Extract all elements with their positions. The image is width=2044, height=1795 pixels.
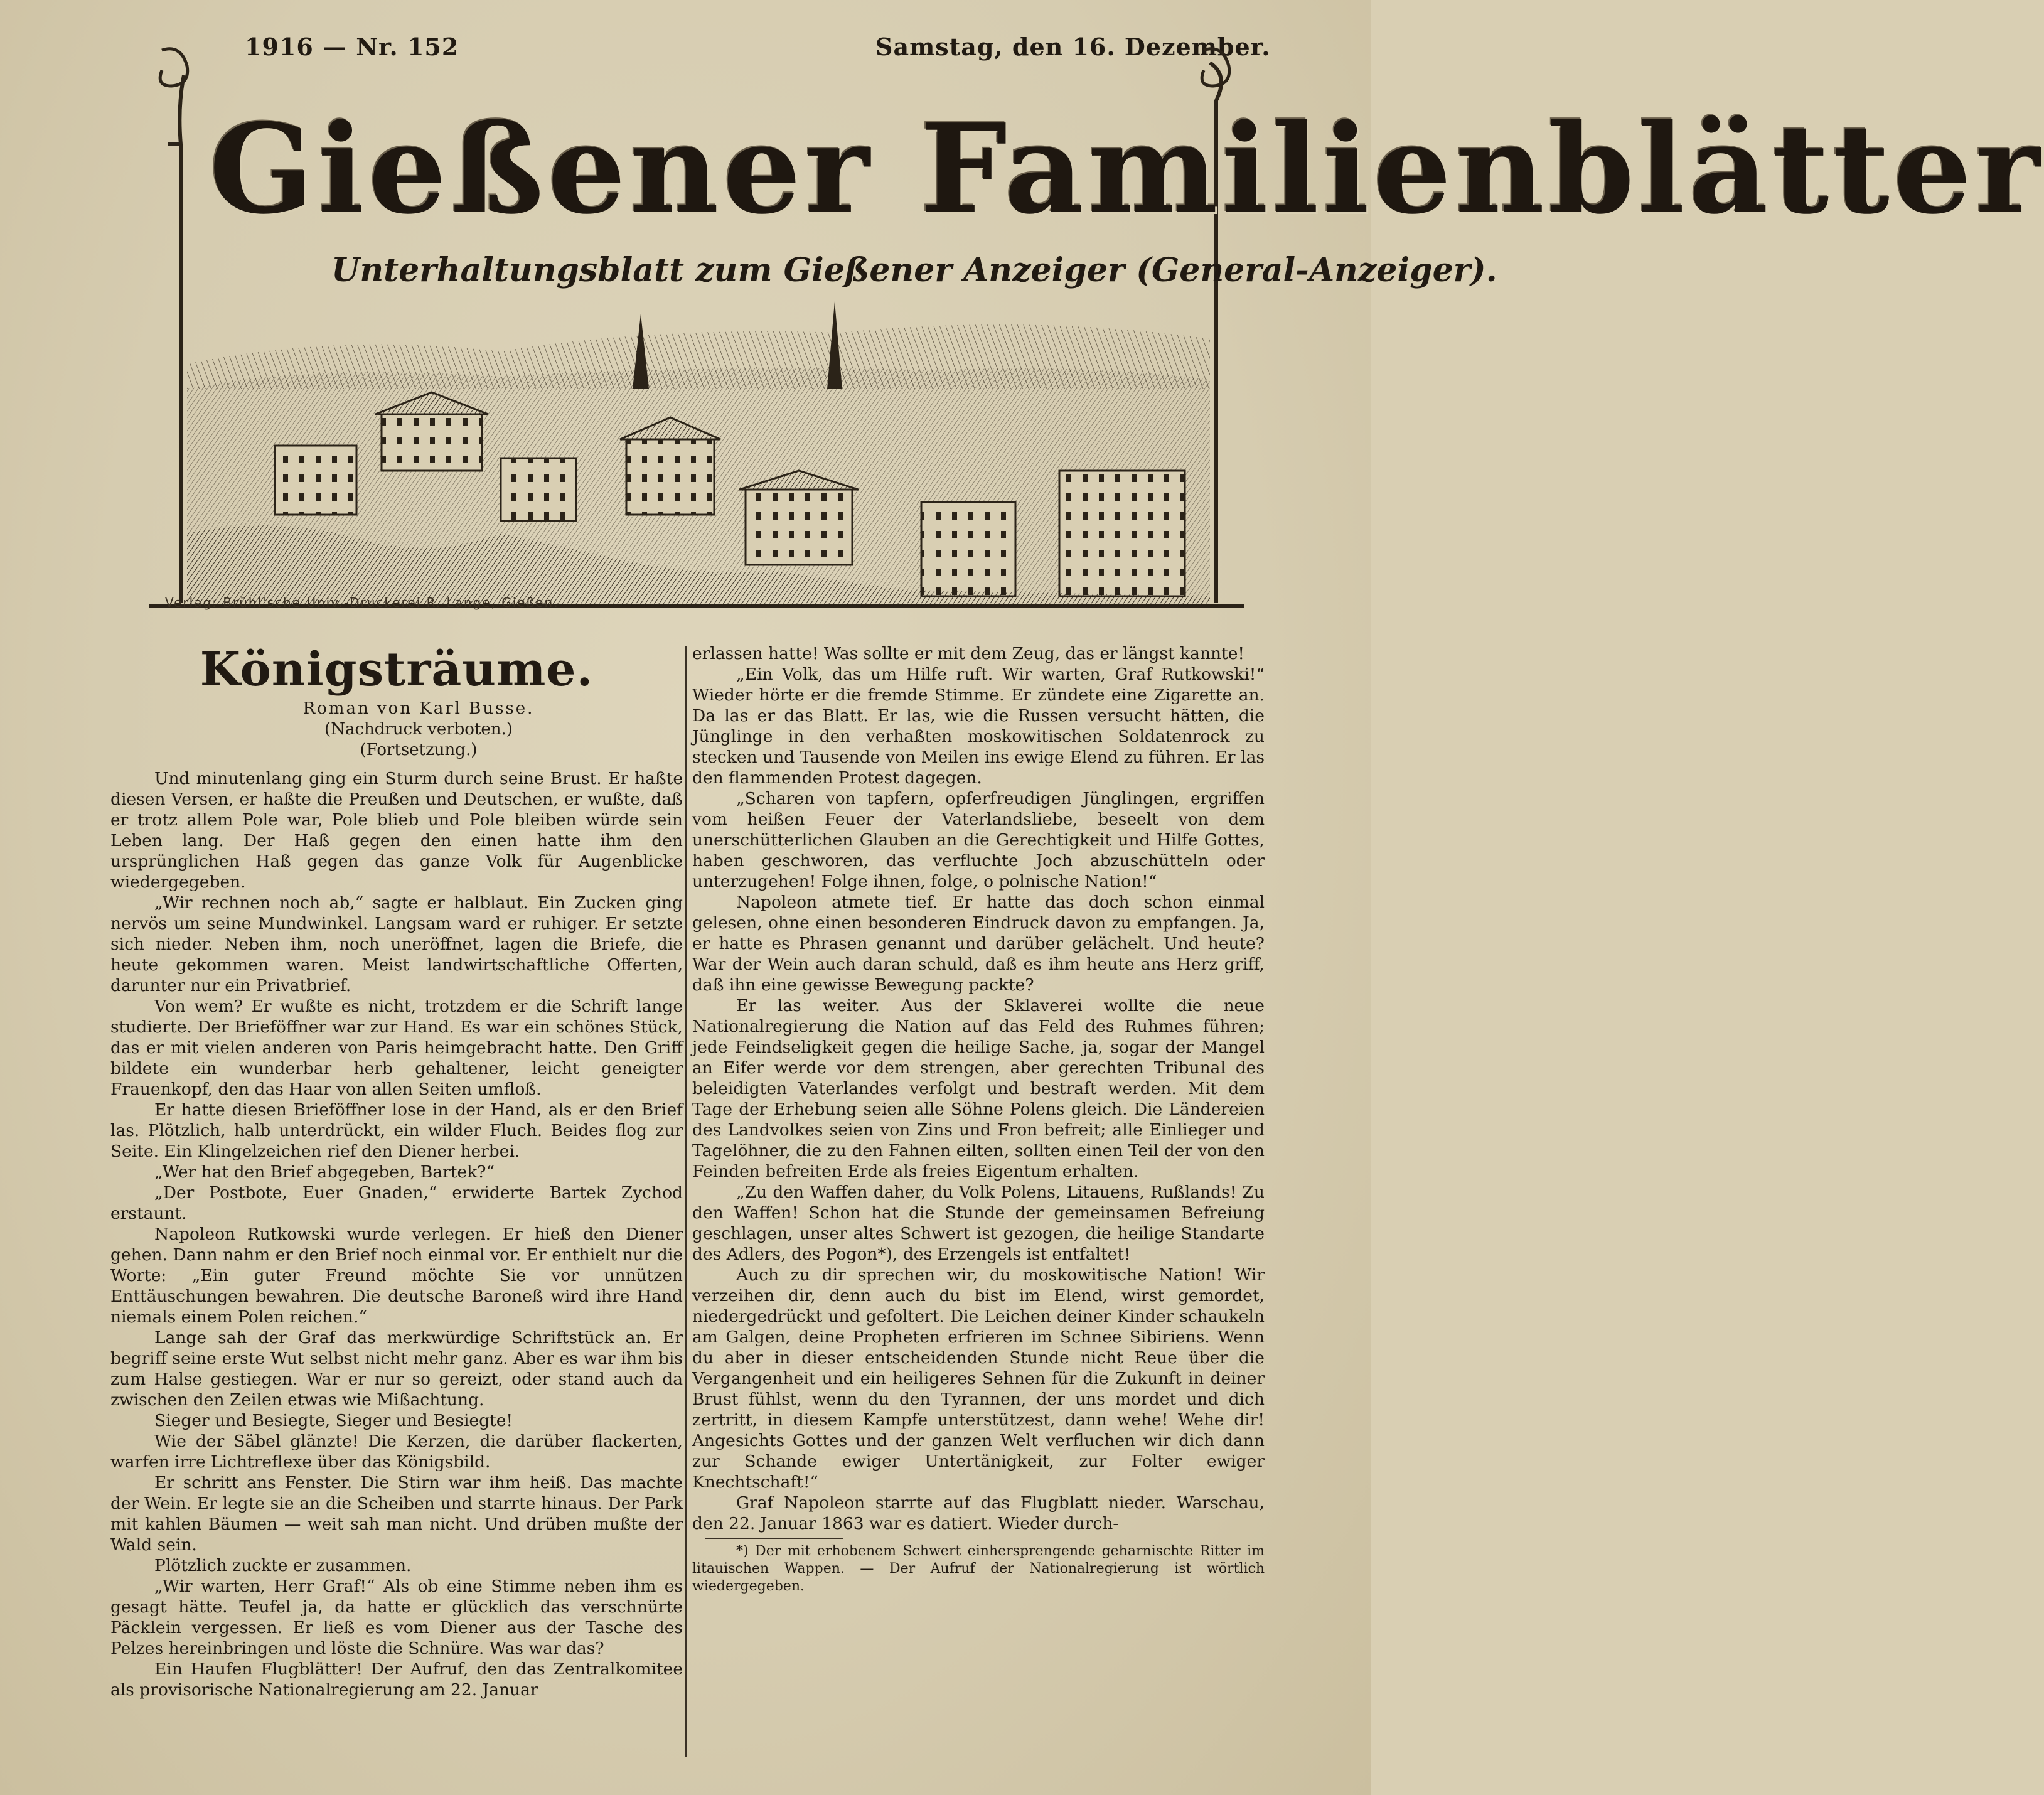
- footnote: [692, 1543, 1265, 1595]
- paragraph: Von wem? Er wußte es nicht, trotzdem er die Schrift lange studierte. Der Brieföffner war zur Hand. Es war ein schönes Stück, das er mit vielen anderen von Paris heimgebracht hatte. Den Griff bildete ein wunderbar herb gehaltener, leicht geneigter Frauenkopf, den das Haar von allen Seiten umfloß.: [110, 997, 683, 1099]
- paragraph: „Wir rechnen noch ab,“ sagte er halblaut. Ein Zucken ging nervös um seine Mundwinkel. Langsam ward er ruhiger. Er setzte sich nieder. Neben ihm, noch uneröffnet, lagen die Briefe, die heute gekommen waren. Meist landwirtschaftliche Offerten, darunter nur ein Privatbrief.: [110, 893, 683, 995]
- right-column: [692, 643, 1265, 1595]
- reprint-notice: (Nachdruck verboten.): [324, 720, 513, 739]
- left-column: [110, 643, 683, 1700]
- continuation-note: (Fortsetzung.): [360, 741, 478, 759]
- paragraph: „Zu den Waffen daher, du Volk Polens, Litauens, Rußlands! Zu den Waffen! Schon hat die Stunde der gemeinsamen Befreiung geschlagen, unser altes Schwert ist gezogen, die heilige Standarte des Adlers, des Pogon*), des Erzengels ist entfaltet!: [692, 1182, 1265, 1264]
- paragraph: Napoleon atmete tief. Er hatte das doch schon einmal gelesen, ohne einen besonderen Eindruck davon zu empfangen. Ja, er hatte es Phrasen genannt und darüber gelächelt. Und heute? War der Wein auch daran schuld, daß es ihm heute ans Herz griff, daß ihn eine gewisse Bewegung packte?: [692, 892, 1265, 995]
- paragraph: Plötzlich zuckte er zusammen.: [154, 1556, 412, 1575]
- paragraph: „Der Postbote, Euer Gnaden,“ erwiderte Bartek Zychod erstaunt.: [110, 1183, 683, 1223]
- footnote-rule: [705, 1538, 843, 1539]
- issue-number: 1916 — Nr. 152: [245, 33, 459, 61]
- paragraph: Wie der Säbel glänzte! Die Kerzen, die darüber flackerten, warfen irre Lichtreflexe über das Königsbild.: [110, 1432, 683, 1472]
- masthead-title: Gießener Familienblätter: [209, 97, 2044, 242]
- paragraph: erlassen hatte! Was sollte er mit dem Zeug, das er längst kannte!: [692, 644, 1245, 663]
- paragraph: Auch zu dir sprechen wir, du moskowitische Nation! Wir verzeihen dir, denn auch du bist im Elend, wirst gemordet, niedergedrückt und gefoltert. Die Leichen deiner Kinder schaukeln am Galgen, deine Propheten erfrieren im Schnee Sibiriens. Wenn du aber in dieser entscheidenden Stunde nicht Reue über die Vergangenheit und ein heiligeres Sehnen für die Zukunft in deiner Brust fühlst, wenn du den Tyrannen, der uns mordet und dich zertritt, in diesem Kampfe unterstützest, dann wehe! Wehe dir! Angesichts Gottes und der ganzen Welt verfluchen wir dich dann zur Schande ewiger Untertänigkeit, zur Folter ewiger Knechtschaft!“: [692, 1265, 1265, 1492]
- footnote-text: *) Der mit erhobenem Schwert einhersprengende geharnischte Ritter im litauischen Wappen. — Der Aufruf der Nationalregierung ist wörtlich wiedergegeben.: [692, 1543, 1265, 1594]
- masthead-subtitle: Unterhaltungsblatt zum Gießener Anzeiger (General-Anzeiger).: [331, 251, 1497, 289]
- masthead: [149, 38, 2044, 621]
- paragraph: Er schritt ans Fenster. Die Stirn war ihm heiß. Das machte der Wein. Er legte sie an die Scheiben und starrte hinaus. Der Park mit kahlen Bäumen — weit sah man nicht. Und drüben mußte der Wald sein.: [110, 1473, 683, 1555]
- story-title: Königsträume.: [200, 643, 594, 697]
- paragraph: Ein Haufen Flugblätter! Der Aufruf, den das Zentralkomitee als provisorische Nationalregierung am 22. Januar: [110, 1659, 683, 1700]
- column-rule: [685, 646, 687, 1757]
- paragraph: Sieger und Besiegte, Sieger und Besiegte!: [154, 1411, 513, 1430]
- paragraph: Er las weiter. Aus der Sklaverei wollte die neue Nationalregierung die Nation auf das Feld des Ruhmes führen; jede Feindseligkeit gegen die heilige Sache, ja, sogar der Mangel an Eifer werde vor dem strengen, aber gerechten Tribunal des beleidigten Vaterlandes verfolgt und bestraft werden. Mit dem Tage der Erhebung seien alle Söhne Polens gleich. Die Ländereien des Landvolkes seien von Zins und Fron befreit; alle Einlieger und Tagelöhner, die zu den Fahnen eilten, sollten einen Teil der von den Feinden befreiten Erde als freies Eigentum erhalten.: [692, 996, 1265, 1181]
- issue-date: Samstag, den 16. Dezember.: [875, 33, 1271, 61]
- paragraph: Und minutenlang ging ein Sturm durch seine Brust. Er haßte diesen Versen, er haßte die Preußen und Deutschen, er wußte, daß er trotz allem Pole war, Pole blieb und Pole bleiben würde sein Leben lang. Der Haß gegen den einen hatte ihm den ursprünglichen Haß gegen das ganze Volk für Augenblicke wiedergegeben.: [110, 769, 683, 892]
- paragraph: „Ein Volk, das um Hilfe ruft. Wir warten, Graf Rutkowski!“ Wieder hörte er die fremde Stimme. Er zündete eine Zigarette an. Da las er das Blatt. Er las, wie die Russen versucht hätten, die Jünglinge in den verhaßten moskowitischen Soldatenrock zu stecken und Tausende von Meilen ins ewige Elend zu führen. Er las den flammenden Protest dagegen.: [692, 665, 1265, 788]
- paragraph: Lange sah der Graf das merkwürdige Schriftstück an. Er begriff seine erste Wut selbst nicht mehr ganz. Aber es war ihm bis zum Halse gestiegen. War er nur so gereizt, oder stand auch da zwischen den Zeilen etwas wie Mißachtung.: [110, 1328, 683, 1410]
- paragraph: „Wir warten, Herr Graf!“ Als ob eine Stimme neben ihm es gesagt hätte. Teufel ja, da hatte er glücklich das verschnürte Päcklein vergessen. Er ließ es vom Diener aus der Tasche des Pelzes hereinbringen und löste die Schnüre. Was war das?: [110, 1577, 683, 1658]
- paragraph: „Wer hat den Brief abgegeben, Bartek?“: [154, 1162, 495, 1182]
- paragraph: Napoleon Rutkowski wurde verlegen. Er hieß den Diener gehen. Dann nahm er den Brief noch einmal vor. Er enthielt nur die Worte: „Ein guter Freund möchte Sie vor unnützen Enttäuschungen bewahren. Die deutsche Baroneß wird ihre Hand niemals einem Polen reichen.“: [110, 1224, 683, 1327]
- paragraph: Er hatte diesen Brieföffner lose in der Hand, als er den Brief las. Plötzlich, halb unterdrückt, ein wilder Fluch. Beides flog zur Seite. Ein Klingelzeichen rief den Diener herbei.: [110, 1100, 683, 1161]
- paragraph: Graf Napoleon starrte auf das Flugblatt nieder. Warschau, den 22. Januar 1863 war es datiert. Wieder durch-: [692, 1493, 1265, 1533]
- story-byline: Roman von Karl Busse.: [302, 699, 535, 718]
- engraving-credit: Verlag: Brühl'sche Univ.-Druckerei R. Lange, Gießen.: [165, 595, 559, 610]
- paragraph: „Scharen von tapfern, opferfreudigen Jünglingen, ergriffen vom heißen Feuer der Vaterlandsliebe, beseelt von dem unerschütterlichen Glauben an die Gerechtigkeit und Hilfe Gottes, haben geschworen, das verfluchte Joch abzuschütteln oder unterzugehen! Folge ihnen, folge, o polnische Nation!“: [692, 789, 1265, 891]
